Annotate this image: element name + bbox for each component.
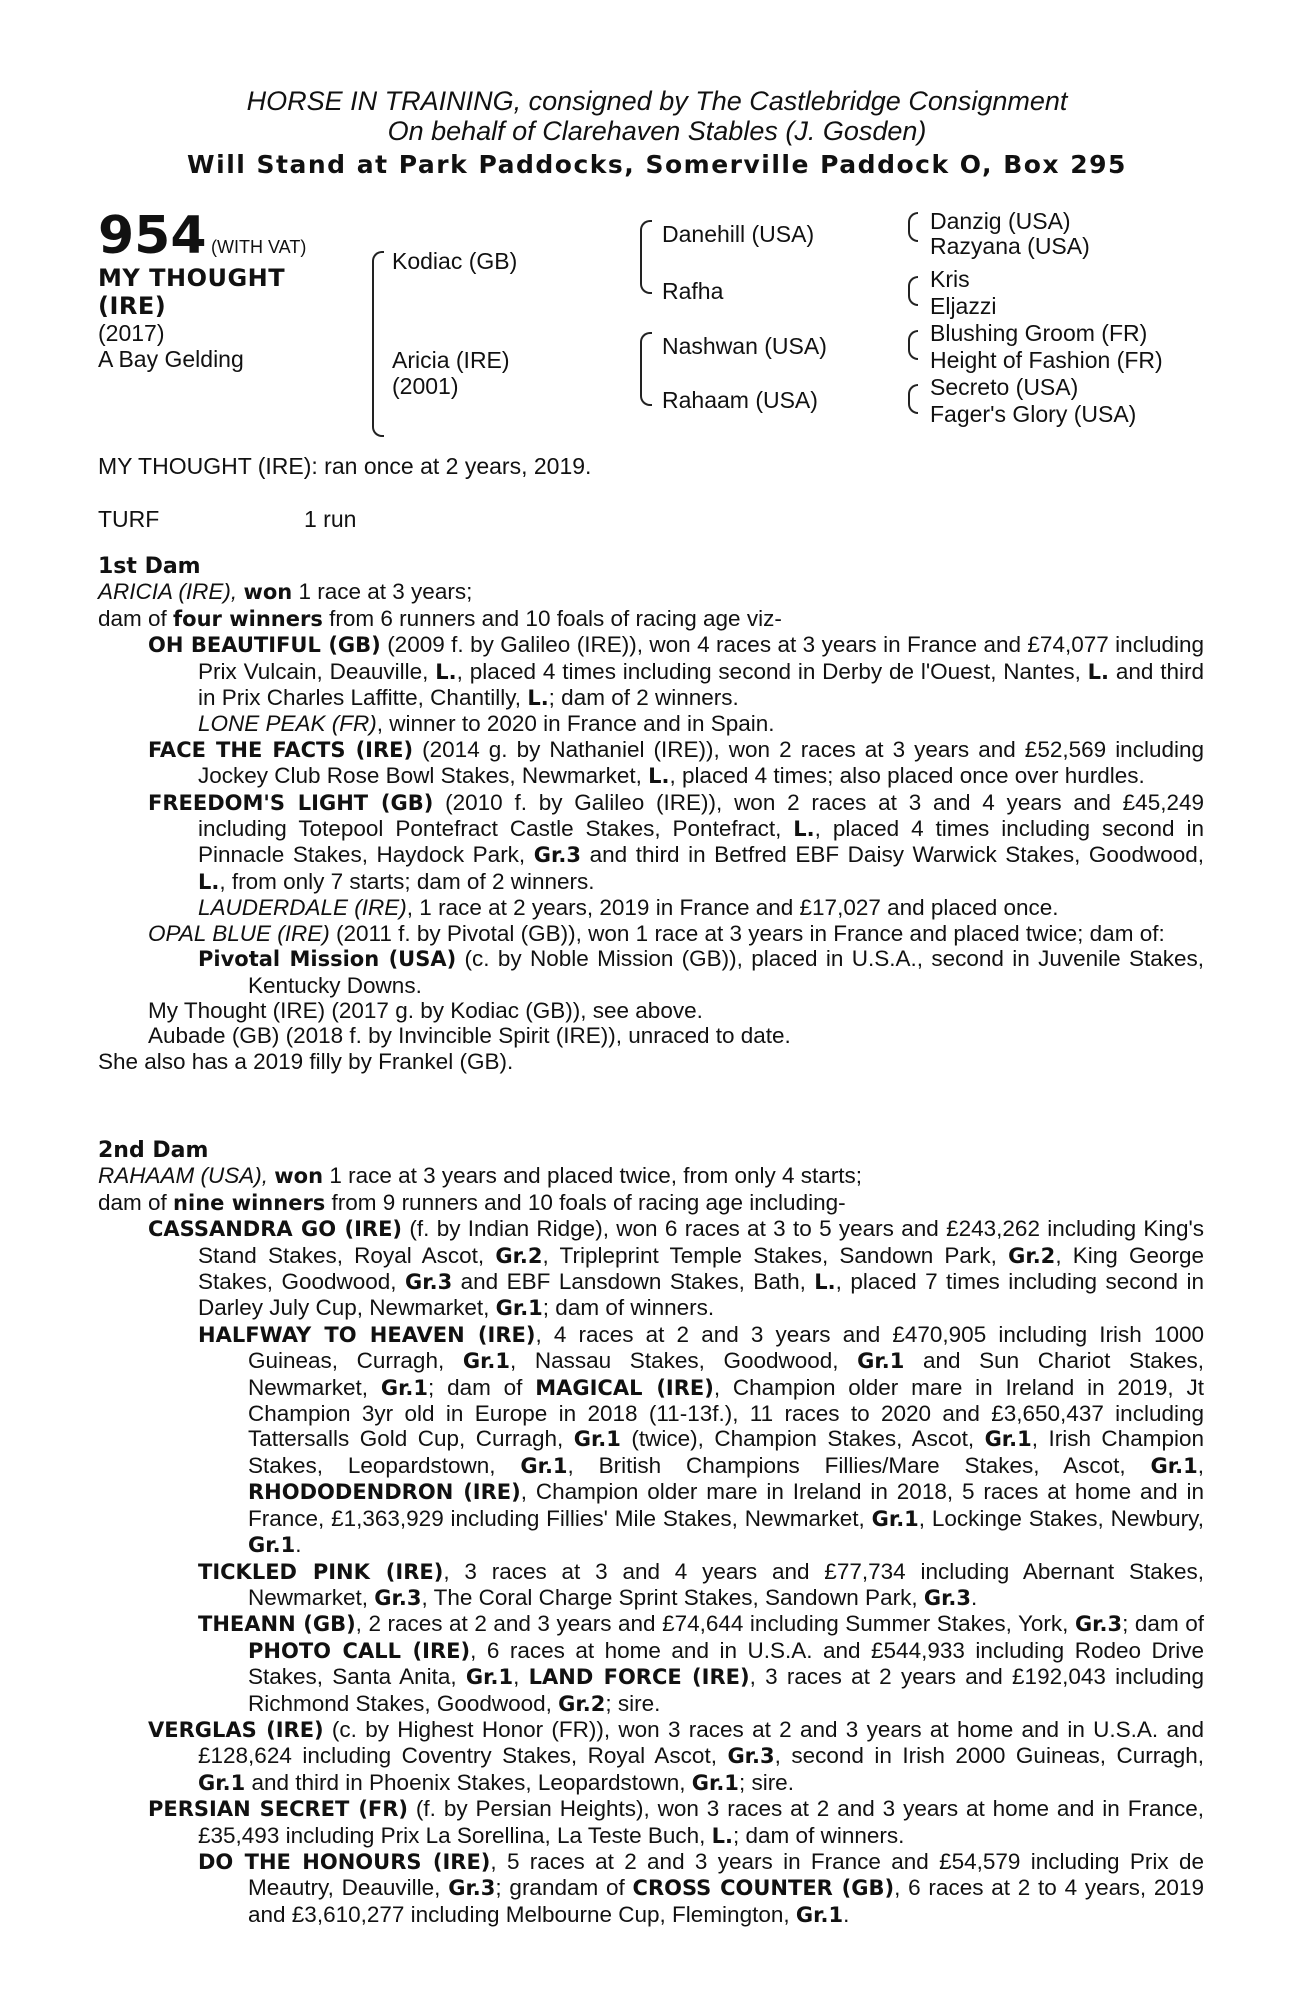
grade: L. — [814, 1270, 836, 1295]
text: , from only 7 starts; dam of 2 winners. — [219, 868, 595, 894]
grade: Gr.1 — [462, 1349, 511, 1374]
dam-brace-lower — [640, 368, 652, 406]
text: , placed 4 times; also placed once over hurdles. — [669, 763, 1145, 789]
grade: Gr.2 — [558, 1691, 606, 1716]
header-consignor: HORSE IN TRAINING, consigned by The Castlebridge Consignment — [246, 86, 1068, 116]
text: , placed 4 times including second in Pinnacle Stakes, Haydock Park, — [198, 816, 1204, 868]
text: , 1 race at 2 years, 2019 in France and £17,027 and placed once. — [406, 895, 1059, 921]
text: ; dam of — [1122, 1611, 1204, 1637]
grade: Gr.3 — [448, 1876, 496, 1901]
produce-theann — [98, 1611, 1204, 1717]
header-stand-location: Will Stand at Park Paddocks, Somerville Paddock O, Box 295 — [187, 150, 1127, 179]
text: (c. by Noble Mission (GB)), placed in U.S.A., second in Juvenile Stakes, Kentucky Downs. — [248, 946, 1204, 998]
first-dam-section — [98, 554, 1204, 1074]
text: , Champion older mare in Ireland in 2018, 5 races at home and in France, £1,363,929 including Fillies' Mile Stakes, Newmarket, — [248, 1479, 1204, 1531]
text: , The Coral Charge Sprint Stakes, Sandown Park, — [421, 1584, 924, 1610]
sire-dam: Rafha — [662, 278, 724, 304]
grade: Gr.3 — [727, 1744, 775, 1769]
lot-number-block — [98, 206, 306, 266]
text: and third in Phoenix Stakes, Leopardstown, — [245, 1769, 692, 1795]
horse-name: RHODODENDRON (IRE) — [248, 1480, 521, 1505]
horse-name: CASSANDRA GO (IRE) — [148, 1217, 403, 1242]
text: , Nassau Stakes, Goodwood, — [510, 1348, 858, 1374]
grade: Gr.1 — [573, 1427, 621, 1452]
horse-name: VERGLAS (IRE) — [148, 1717, 324, 1742]
text: , 2 races at 2 and 3 years and £74,644 including Summer Stakes, York, — [355, 1611, 1075, 1637]
horse-name: HALFWAY TO HEAVEN (IRE) — [198, 1322, 536, 1347]
text: . — [843, 1901, 850, 1927]
grandsire-3: Blushing Groom (FR) — [930, 320, 1148, 346]
grandsire-1: Danzig (USA) — [930, 208, 1071, 234]
grade: Gr.1 — [248, 1533, 296, 1558]
horse-name: LAND FORCE (IRE) — [528, 1665, 750, 1690]
produce-opal-blue — [98, 921, 1204, 946]
grade: Gr.3 — [923, 1585, 972, 1610]
text: and Sun Chariot Stakes, Newmarket, — [248, 1348, 1204, 1400]
text: , King George Stakes, Goodwood, — [198, 1242, 1204, 1295]
text: and third in Betfred EBF Daisy Warwick Stakes, Goodwood, — [580, 842, 1204, 868]
turf-label: TURF — [98, 506, 160, 532]
pedigree-brace-lower — [372, 343, 384, 437]
text: , Irish Champion Stakes, Leopardstown, — [248, 1426, 1204, 1478]
dam-year: (2001) — [392, 373, 459, 399]
horse-name: FACE THE FACTS (IRE) — [148, 737, 414, 762]
text: (twice), Champion Stakes, Ascot, — [620, 1426, 985, 1452]
text: , 4 races at 2 and 3 years and £470,905 including Irish 1000 Guineas, Curragh, — [248, 1321, 1204, 1374]
horse-name: MY THOUGHT — [98, 264, 286, 292]
text: ; dam of winners. — [542, 1295, 715, 1321]
lot-number: 954 — [98, 206, 207, 266]
text: , 5 races at 2 and 3 years in France and £54,579 including Prix de Meautry, Deauville, — [248, 1848, 1204, 1901]
horse-name: DO THE HONOURS (IRE) — [198, 1849, 491, 1874]
text: (2009 f. by Galileo (IRE)), won 4 races at 3 years in France and £74,077 including Prix Vulcain, Deauville, — [198, 632, 1204, 684]
grade: Gr.1 — [465, 1665, 514, 1690]
text: , placed 4 times including second in Derby de l'Ouest, Nantes, — [456, 658, 1088, 684]
grade: L. — [711, 1823, 734, 1848]
text: , 3 races at 2 years and £192,043 including Richmond Stakes, Goodwood, — [248, 1664, 1204, 1716]
text: from 9 runners and 10 foals of racing age including- — [325, 1189, 846, 1215]
text: , Tripleprint Temple Stakes, Sandown Park, — [542, 1242, 1009, 1268]
text: , winner to 2020 in France and in Spain. — [376, 711, 775, 737]
second-dam-intro — [98, 1163, 1204, 1189]
dam: Aricia (IRE) — [392, 347, 510, 373]
produce-freedoms-light — [98, 790, 1204, 896]
text: ; grandam of — [495, 1875, 633, 1901]
text: dam of — [98, 1189, 174, 1215]
dam-dam: Rahaam (USA) — [662, 387, 818, 413]
text: ; dam of 2 winners. — [548, 685, 739, 711]
granddam-4: Fager's Glory (USA) — [930, 401, 1137, 427]
text: (2010 f. by Galileo (IRE)), won 2 races at 3 and 4 years and £45,249 including Totepool Pontefract Castle Stakes, Pontefract, — [198, 789, 1204, 842]
text: (2011 f. by Pivotal (GB)), won 1 race at 3 years in France and placed twice; dam of: — [329, 920, 1165, 946]
text: and EBF Lansdown Stakes, Bath, — [452, 1269, 815, 1295]
grade: Gr.3 — [533, 843, 581, 868]
produce-aubade: Aubade (GB) (2018 f. by Invincible Spirit (IRE)), unraced to date. — [148, 1023, 791, 1049]
grade: Gr.1 — [691, 1770, 739, 1795]
g-brace-2b — [908, 290, 918, 306]
turf-runs: 1 run — [304, 506, 357, 532]
won-label: won — [243, 580, 293, 605]
text: ; sire. — [605, 1690, 661, 1716]
text: , 6 races at home and in U.S.A. and £544,933 including Rodeo Drive Stakes, Santa Anita, — [248, 1637, 1204, 1690]
horse-suffix: (IRE) — [98, 292, 167, 320]
produce-halfway-to-heaven — [98, 1322, 1204, 1559]
second-dam-heading: 2nd Dam — [98, 1138, 209, 1163]
text: and third in Prix Charles Laffitte, Chantilly, — [198, 658, 1204, 711]
horse-name: FREEDOM'S LIGHT (GB) — [148, 790, 434, 815]
text: (c. by Highest Honor (FR)), won 3 races at 2 and 3 years at home and in U.S.A. and £128,624 including Coventry Stakes, Royal Ascot, — [198, 1716, 1204, 1769]
text: , — [1197, 1452, 1205, 1478]
text: , Champion older mare in Ireland in 2019, Jt Champion 3yr old in Europe in 2018 (11-13f.), 11 races to 2020 and £3,650,437 including Tattersalls Gold Cup, Curragh, — [248, 1374, 1204, 1452]
produce-cassandra-go — [98, 1216, 1204, 1322]
grade: Gr.1 — [520, 1453, 568, 1478]
g-brace-1b — [908, 226, 918, 242]
grandsire-4: Secreto (USA) — [930, 374, 1079, 400]
horse-name: LONE PEAK (FR) — [198, 711, 377, 737]
produce-do-the-honours — [98, 1849, 1204, 1928]
granddam-2: Eljazzi — [930, 293, 997, 319]
horse-year: (2017) — [98, 320, 165, 346]
horse-name: MAGICAL (IRE) — [535, 1375, 714, 1400]
second-dam-name: RAHAAM (USA), — [98, 1163, 269, 1189]
text: , 6 races at 2 to 4 years, 2019 and £3,610,277 including Melbourne Cup, Flemington, — [248, 1875, 1204, 1927]
dam-sire: Nashwan (USA) — [662, 333, 827, 359]
text: , British Champions Fillies/Mare Stakes, Ascot, — [567, 1452, 1151, 1478]
grade: Gr.1 — [795, 1902, 844, 1927]
grade: Gr.1 — [380, 1375, 429, 1400]
horse-name: OH BEAUTIFUL (GB) — [148, 633, 381, 658]
first-dam-record: 1 race at 3 years; — [292, 579, 473, 605]
text: ; dam of — [428, 1374, 536, 1400]
granddam-3: Height of Fashion (FR) — [930, 347, 1163, 373]
horse-name: PERSIAN SECRET (FR) — [148, 1797, 409, 1822]
grade: Gr.3 — [405, 1270, 453, 1295]
winners-count: nine winners — [173, 1190, 326, 1215]
dam-brace-upper — [640, 332, 652, 370]
second-dam-section — [98, 1138, 1204, 1928]
produce-persian-secret — [98, 1796, 1204, 1849]
produce-verglas — [98, 1717, 1204, 1796]
grade: Gr.1 — [984, 1427, 1032, 1452]
text: , — [513, 1664, 529, 1690]
horse-name: OPAL BLUE (IRE) — [148, 920, 330, 946]
text: , Lockinge Stakes, Newbury, — [918, 1505, 1204, 1531]
grade: Gr.1 — [495, 1296, 543, 1321]
grade: L. — [198, 869, 220, 894]
grandsire-2: Kris — [930, 266, 970, 292]
produce-tickled-pink — [98, 1559, 1204, 1612]
produce-lone-peak — [98, 711, 1204, 736]
second-dam-produce-line — [98, 1190, 1204, 1216]
produce-also: She also has a 2019 filly by Frankel (GB). — [98, 1048, 514, 1074]
grade: Gr.1 — [1150, 1453, 1198, 1478]
horse-name: LAUDERDALE (IRE) — [198, 895, 407, 921]
g-brace-3b — [908, 344, 918, 360]
text: (f. by Indian Ridge), won 6 races at 3 to 5 years and £243,262 including King's Stand Stakes, Royal Ascot, — [198, 1216, 1205, 1268]
grade: Gr.3 — [1074, 1612, 1123, 1637]
sire-sire: Danehill (USA) — [662, 221, 815, 247]
sire-brace-upper — [640, 220, 652, 258]
granddam-1: Razyana (USA) — [930, 233, 1090, 259]
text: , placed 7 times including second in Darley July Cup, Newmarket, — [198, 1269, 1204, 1321]
horse-name: CROSS COUNTER (GB) — [632, 1876, 895, 1901]
horse-description: A Bay Gelding — [98, 346, 244, 372]
grade: L. — [435, 659, 457, 684]
grade: Gr.3 — [374, 1585, 422, 1610]
first-dam-name: ARICIA (IRE), — [98, 579, 238, 605]
text: dam of — [98, 605, 174, 631]
text: from 6 runners and 10 foals of racing age viz- — [322, 605, 782, 631]
text: 1 race at 3 years and placed twice, from only 4 starts; — [323, 1163, 863, 1189]
grade: L. — [1087, 659, 1110, 684]
produce-lauderdale — [98, 895, 1204, 920]
horse-name: THEANN (GB) — [198, 1612, 356, 1637]
grade: Gr.1 — [857, 1349, 905, 1374]
text: , second in Irish 2000 Guineas, Curragh, — [774, 1743, 1205, 1769]
first-dam-produce-line — [98, 606, 1204, 632]
grade: Gr.2 — [1008, 1243, 1056, 1268]
first-dam-intro — [98, 579, 1204, 605]
produce-my-thought: My Thought (IRE) (2017 g. by Kodiac (GB)), see above. — [148, 997, 703, 1023]
text: , 3 races at 3 and 4 years and £77,734 including Abernant Stakes, Newmarket, — [248, 1558, 1204, 1610]
g-brace-4b — [908, 398, 918, 414]
horse-name: PHOTO CALL (IRE) — [248, 1638, 471, 1663]
race-summary: MY THOUGHT (IRE): ran once at 2 years, 2019. — [98, 453, 592, 479]
won-label: won — [274, 1164, 324, 1189]
grade: Gr.1 — [198, 1770, 246, 1795]
text: ; sire. — [738, 1769, 794, 1795]
lot-vat: (WITH VAT) — [211, 237, 307, 257]
winners-count: four winners — [173, 606, 323, 631]
produce-face-the-facts — [98, 737, 1204, 790]
grade: Gr.2 — [495, 1243, 543, 1268]
sire: Kodiac (GB) — [392, 248, 518, 274]
horse-name: Pivotal Mission (USA) — [198, 947, 457, 972]
text: (f. by Persian Heights), won 3 races at 2 and 3 years at home and in France, £35,493 including Prix La Sorellina, La Teste Buch, — [198, 1796, 1204, 1848]
text: . — [971, 1584, 978, 1610]
produce-pivotal-mission — [98, 946, 1204, 998]
text: (2014 g. by Nathaniel (IRE)), won 2 races at 3 years and £52,569 including Jockey Club Rose Bowl Stakes, Newmarket, — [198, 736, 1205, 789]
header-on-behalf: On behalf of Clarehaven Stables (J. Gosden) — [387, 116, 927, 146]
sire-brace-lower — [640, 256, 652, 294]
grade: L. — [527, 686, 549, 711]
horse-name: TICKLED PINK (IRE) — [198, 1559, 444, 1584]
produce-oh-beautiful — [98, 632, 1204, 711]
grade: L. — [648, 764, 670, 789]
grade: L. — [793, 817, 815, 842]
text: . — [295, 1532, 302, 1558]
text: ; dam of winners. — [733, 1822, 905, 1848]
first-dam-heading: 1st Dam — [98, 554, 201, 579]
pedigree-brace-upper — [372, 251, 384, 345]
grade: Gr.1 — [871, 1506, 919, 1531]
